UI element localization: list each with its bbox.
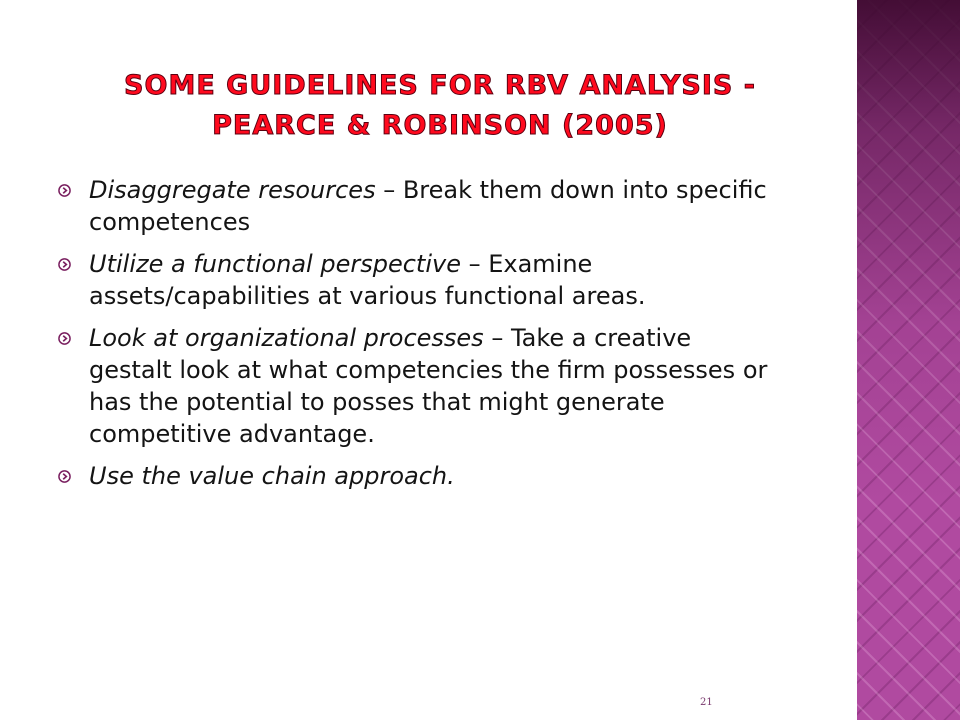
bullet-term: Look at organizational processes: [89, 324, 484, 352]
circled-arrow-icon: [58, 332, 71, 345]
bullet-text: – Take a creative gestalt look at what competencies the firm possesses or has the potential to posses that might generate competitive advantage.: [89, 324, 768, 448]
bullet-item: [58, 322, 778, 450]
bullet-item: [58, 174, 778, 238]
page-number: 21: [700, 697, 713, 708]
bullet-text: – Examine assets/capabilities at various functional areas.: [89, 250, 646, 310]
slide-title-line-2: PEARCE & ROBINSON (2005): [212, 110, 668, 141]
bullet-text: – Break them down into specific competences: [89, 176, 767, 236]
slide-title: [60, 66, 820, 146]
bullet-item: [58, 460, 778, 492]
circled-arrow-icon: [58, 470, 71, 483]
bullet-list: [58, 174, 778, 502]
decorative-side-band: [857, 0, 960, 720]
bullet-term: Use the value chain approach.: [89, 462, 455, 490]
circled-arrow-icon: [58, 184, 71, 197]
circled-arrow-icon: [58, 258, 71, 271]
bullet-term: Utilize a functional perspective: [89, 250, 461, 278]
bullet-item: [58, 248, 778, 312]
bullet-term: Disaggregate resources: [89, 176, 376, 204]
slide-title-line-1: SOME GUIDELINES FOR RBV ANALYSIS -: [124, 70, 756, 101]
